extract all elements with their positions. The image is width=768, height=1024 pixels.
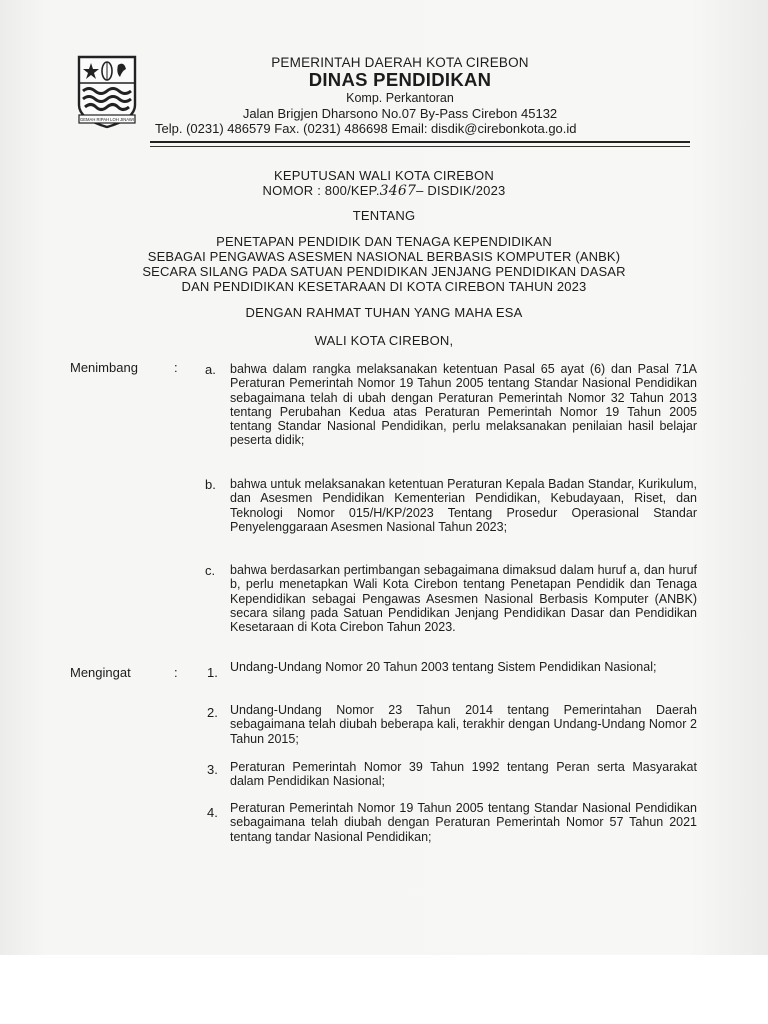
mengingat-item-marker: 4. (207, 805, 218, 820)
letterhead-rule-thin (150, 146, 690, 147)
decree-blessing: DENGAN RAHMAT TUHAN YANG MAHA ESA (245, 305, 523, 320)
city-emblem-logo (75, 53, 139, 131)
decree-subject-line: SECARA SILANG PADA SATUAN PENDIDIKAN JENJANG PENDIDIKAN DASAR (142, 264, 626, 279)
mengingat-item-text: Undang-Undang Nomor 23 Tahun 2014 tentang Pemerintahan Daerah sebagaimana telah diubah beberapa kali, terakhir dengan Undang-Undang Nomor 2 Tahun 2015; (230, 703, 697, 746)
office-complex: Komp. Perkantoran (346, 91, 454, 105)
mengingat-colon: : (174, 665, 178, 680)
mengingat-item-marker: 1. (207, 665, 218, 680)
blank-margin (0, 955, 768, 1024)
decree-about: TENTANG (352, 208, 416, 223)
mengingat-item-text: Undang-Undang Nomor 20 Tahun 2003 tentang Sistem Pendidikan Nasional; (230, 660, 657, 674)
decree-number (0, 183, 768, 199)
menimbang-colon: : (174, 360, 178, 375)
mengingat-item-marker: 2. (207, 705, 218, 720)
menimbang-item-marker: b. (205, 477, 216, 492)
decree-subject-line: SEBAGAI PENGAWAS ASESMEN NASIONAL BERBASIS KOMPUTER (ANBK) (147, 249, 621, 264)
decree-number-suffix: – DISDIK/2023 (416, 183, 506, 198)
decree-number-handwritten: 3467 (379, 183, 417, 199)
decree-mayor: WALI KOTA CIREBON, (314, 333, 454, 348)
menimbang-item-text: bahwa dalam rangka melaksanakan ketentuan Pasal 65 ayat (6) dan Pasal 71A Peraturan Pemerintah Nomor 19 Tahun 2005 tentang Standar Nasional Pendidikan sebagaimana telah di ubah dengan Peraturan Pemerintah Nomor 32 Tahun 2013 tentang Perubahan Kedua atas Peraturan Pemerintah Nomor 19 Tahun 2005 tentang Standar Nasional Pendidikan, perlu melaksanakan penilaian hasil belajar peserta didik; (230, 362, 697, 448)
decree-subject-line: DAN PENDIDIKAN KESETARAAN DI KOTA CIREBON TAHUN 2023 (181, 279, 587, 294)
mengingat-item-text: Peraturan Pemerintah Nomor 39 Tahun 1992 tentang Peran serta Masyarakat dalam Pendidikan Nasional; (230, 760, 697, 789)
government-name: PEMERINTAH DAERAH KOTA CIREBON (271, 55, 529, 70)
decree-subject-line: PENETAPAN PENDIDIK DAN TENAGA KEPENDIDIKAN (216, 234, 552, 249)
department-name: DINAS PENDIDIKAN (308, 69, 492, 90)
mengingat-item-text: Peraturan Pemerintah Nomor 19 Tahun 2005 tentang Standar Nasional Pendidikan sebagaimana telah diubah dengan Peraturan Pemerintah Nomor 57 Tahun 2021 tentang tandar Nasional Pendidikan; (230, 801, 697, 844)
mengingat-item-marker: 3. (207, 762, 218, 777)
office-address: Jalan Brigjen Dharsono No.07 By-Pass Cirebon 45132 (242, 106, 558, 121)
menimbang-item-marker: a. (205, 362, 216, 377)
logo-motto: GEMAH RIPAH LOH JINAWI (80, 117, 134, 122)
menimbang-item-text: bahwa berdasarkan pertimbangan sebagaimana dimaksud dalam huruf a, dan huruf b, perlu menetapkan Wali Kota Cirebon tentang Penetapan Pendidik dan Tenaga Kependidikan sebagai Pengawas Asesmen Nasional Berbasis Komputer (ANBK) secara silang pada Satuan Pendidikan Jenjang Pendidikan Dasar dan Pendidikan Kesetaraan di Kota Cirebon Tahun 2023. (230, 563, 697, 635)
menimbang-item-text: bahwa untuk melaksanakan ketentuan Peraturan Kepala Badan Standar, Kurikulum, dan Asesmen Pendidikan Kementerian Pendidikan, Kebudayaan, Riset, dan Teknologi Nomor 015/H/KP/2023 Tentang Prosedur Operasional Standar Penyelenggaraan Asesmen Nasional Tahun 2023; (230, 477, 697, 534)
menimbang-item-marker: c. (205, 563, 216, 578)
decree-title: KEPUTUSAN WALI KOTA CIREBON (274, 168, 494, 183)
decree-number-prefix: NOMOR : 800/KEP. (262, 183, 380, 198)
mengingat-label: Mengingat (70, 665, 131, 680)
office-contact: Telp. (0231) 486579 Fax. (0231) 486698 Email: disdik@cirebonkota.go.id (155, 121, 577, 136)
menimbang-label: Menimbang (70, 360, 138, 375)
letterhead-rule-thick (150, 141, 690, 143)
